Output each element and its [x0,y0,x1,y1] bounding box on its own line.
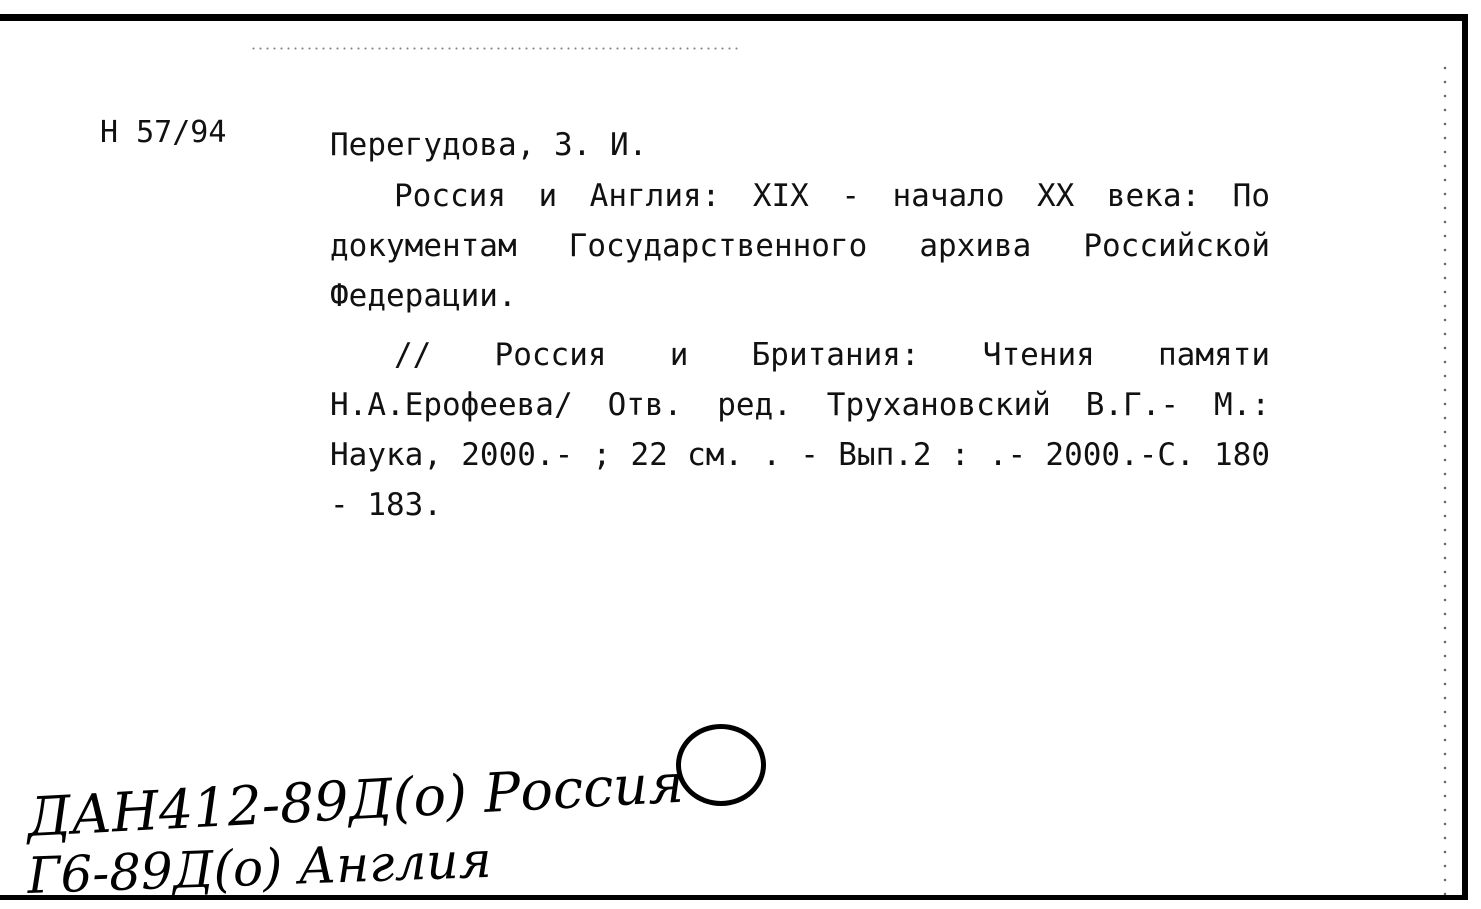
handwritten-line-1: ДАН412-89Д(о) Россия [25,751,686,849]
author-name: Перегудова, З. И. [330,127,648,163]
shelf-mark: Н 57/94 [100,115,227,150]
source-paragraph: // Россия и Британия: Чтения памяти Н.А.Ерофеева/ Отв. ред. Трухановский В.Г.- М.: Наука, 2000.- ; 22 см. . - Вып.2 : .- 2000.-С. 180 - 183. [330,337,1270,523]
title-paragraph: Россия и Англия: XIX - начало XX века: По документам Государственного архива Российской Федерации. [330,178,1270,314]
handwritten-line-2: Г6-89Д(о) Англия [26,830,493,905]
